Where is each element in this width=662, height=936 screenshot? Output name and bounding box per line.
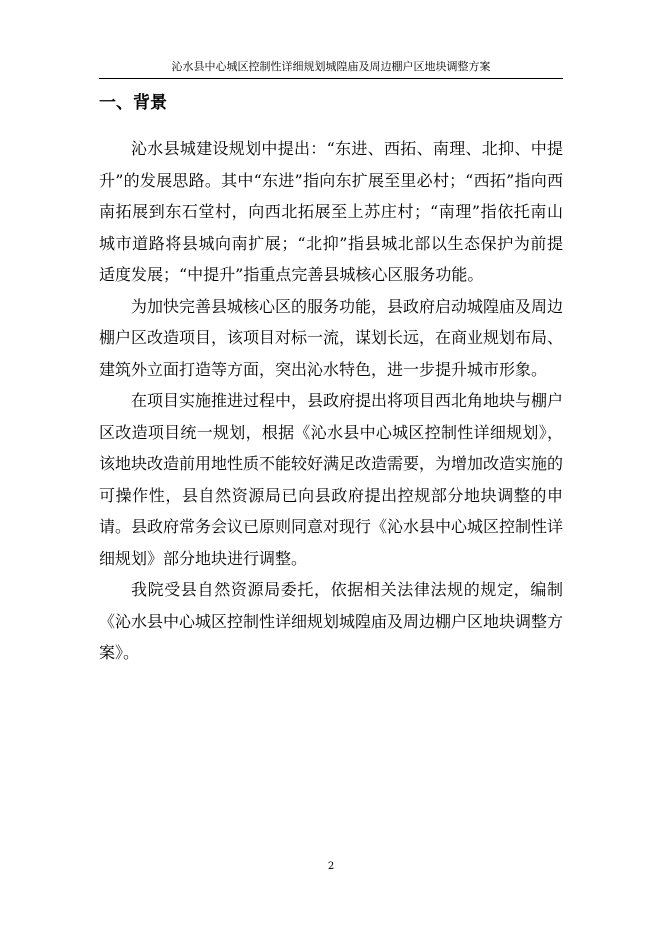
section-heading: 一、背景: [99, 93, 167, 113]
paragraph: 我院受县自然资源局委托，依据相关法律法规的规定，编制《沁水县中心城区控制性详细规划城隍庙及周边棚户区地块调整方案》。: [99, 580, 564, 662]
page-header-title: 沁水县中心城区控制性详细规划城隍庙及周边棚户区地块调整方案: [171, 60, 491, 73]
paragraph: 为加快完善县城核心区的服务功能，县政府启动城隍庙及周边棚户区改造项目，该项目对标一流，谋划长远，在商业规划布局、建筑外立面打造等方面，突出沁水特色，进一步提升城市形象。: [99, 296, 564, 379]
page-number: 2: [327, 861, 335, 872]
body-text: [99, 133, 563, 669]
paragraph: 沁水县城建设规划中提出：“东进、西拓、南理、北抑、中提升”的发展思路。其中“东进”指向东扩展至里必村；“西拓”指向西南拓展到东石堂村，向西北拓展至上苏庄村；“南理”指依托南山城市道路将县城向南扩展；“北抑”指县城北部以生态保护为前提适度发展；“中提升”指重点完善县城核心区服务功能。: [99, 139, 563, 284]
page-header: [99, 58, 563, 79]
paragraph: 在项目实施推进过程中，县政府提出将项目西北角地块与棚户区改造项目统一规划，根据《沁水县中心城区控制性详细规划》，该地块改造前用地性质不能较好满足改造需要，为增加改造实施的可操作性，县自然资源局已向县政府提出控规部分地块调整的申请。县政府常务会议已原则同意对现行《沁水县中心城区控制性详细规划》部分地块进行调整。: [99, 391, 564, 568]
